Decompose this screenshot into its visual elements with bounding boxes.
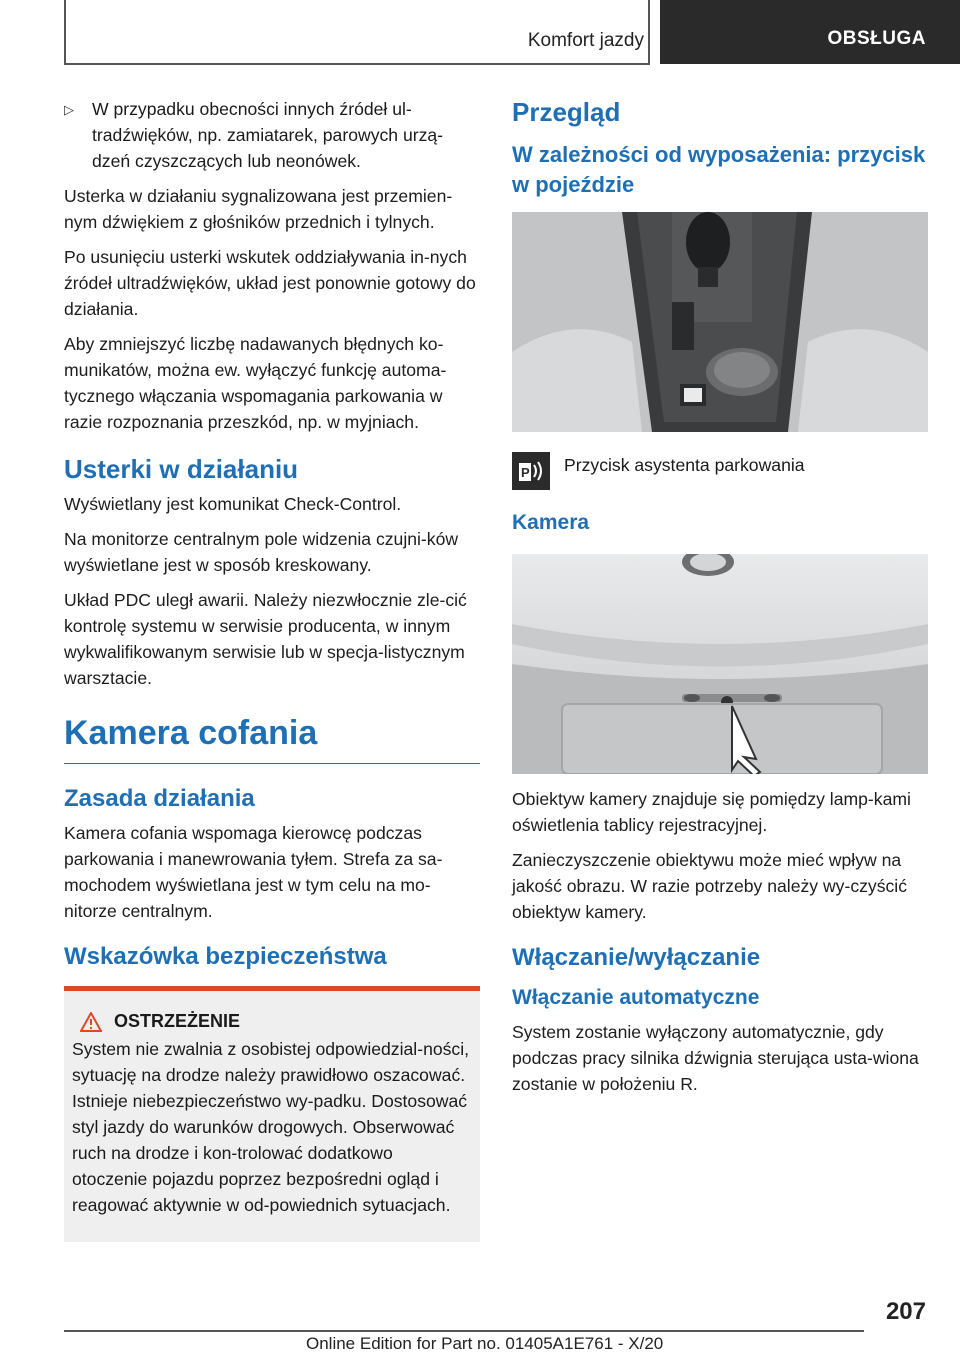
bullet-text: W przypadku obecności innych źródeł ul-tradźwięków, np. zamiatarek, parowych urzą-dzeń czyszczących lub neonówek. [92,99,444,171]
heading-overview: Przegląd [512,97,621,127]
paragraph: Obiektyw kamery znajduje się pomiędzy lamp-kami oświetlenia tablicy rejestracyjnej. [512,789,911,835]
center-console-illustration [512,212,928,432]
heading-safety-note: Wskazówka bezpieczeństwa [64,943,387,970]
bullet-item [64,96,480,174]
footer-rule [64,1330,864,1332]
rear-camera-illustration [512,554,928,774]
paragraph: Wyświetlany jest komunikat Check-Control. [64,494,402,514]
heading-principle: Zasada działania [64,785,255,812]
warning-triangle-icon [80,1012,102,1032]
heading-camera: Kamera [512,511,590,534]
paragraph: Usterka w działaniu sygnalizowana jest przemien-nym dźwiękiem z głośników przednich i tylnych. [64,186,453,232]
warning-text: System nie zwalnia z osobistej odpowiedzial-ności, sytuację na drodze należy prawidłowo oszacować. Istnieje niebezpieczeństwo wy-padku. Dostosować styl jazdy do warunków drogowych. Obserwować ruch na drodze i kon-trolować dodatkowo otoczenie pojazdu poprzez bezpośredni ogląd i reagować aktywnie w od-powiednich sytuacjach. [72,1039,470,1215]
footer-edition: Online Edition for Part no. 01405A1E761 - X/20 [306,1334,664,1353]
parking-assistant-icon [512,452,550,490]
warning-title [80,1011,472,1032]
page-number: 207 [885,1298,926,1325]
paragraph: System zostanie wyłączony automatycznie, gdy podczas pracy silnika dźwignia sterująca usta-wiona zostanie w położeniu R. [512,1022,919,1094]
header-chapter-label: OBSŁUGA [827,28,926,49]
warning-box [64,991,480,1242]
paragraph: Układ PDC uległ awarii. Należy niezwłocznie zle-cić kontrolę systemu w serwisie producenta, w innym wykwalifikowanym serwisie lub w specja-listycznym warsztacie. [64,590,467,688]
parking-button-caption [512,452,928,490]
paragraph: Na monitorze centralnym pole widzenia czujni-ków wyświetlane jest w sposób kreskowany. [64,529,459,575]
heading-on-off: Włączanie/wyłączanie [512,944,761,971]
heading-auto-on: Włączanie automatyczne [512,986,760,1009]
right-column [512,96,928,1106]
header-left-rule [64,0,66,64]
paragraph: Po usunięciu usterki wskutek oddziaływania in-nych źródeł ultradźwięków, układ jest ponownie gotowy do działania. [64,247,476,319]
center-console-photo [512,212,928,432]
header-bottom-rule [64,63,650,65]
left-column [64,96,480,1242]
triangle-bullet-icon: ▷ [64,102,74,117]
header-separator [648,0,650,64]
warning-title-text: OSTRZEŻENIE [114,1011,241,1031]
svg-text:P: P [521,465,530,480]
paragraph: Zanieczyszczenie obiektywu może mieć wpływ na jakość obrazu. W razie potrzeby należy wy-czyścić obiektyw kamery. [512,850,908,922]
header-section-title: Komfort jazdy [527,30,644,51]
caption-text: Przycisk asystenta parkowania [564,455,805,475]
rear-camera-photo [512,554,928,774]
paragraph: Kamera cofania wspomaga kierowcę podczas parkowania i manewrowania tyłem. Strefa za sa-mochodem wyświetlana jest w tym celu na mo-nitorze centralnym. [64,823,443,921]
heading-faults: Usterki w działaniu [64,454,299,484]
heading-equipment: W zależności od wyposażenia: przycisk w pojeździe [512,142,926,197]
heading-rear-camera: Kamera cofania [64,713,480,764]
paragraph: Aby zmniejszyć liczbę nadawanych błędnych ko-munikatów, można ew. wyłączyć funkcję automa-tycznego włączania wspomagania parkowania w razie rozpoznania przeszkód, np. w myjniach. [64,334,447,432]
header-chapter-tab [660,0,960,64]
